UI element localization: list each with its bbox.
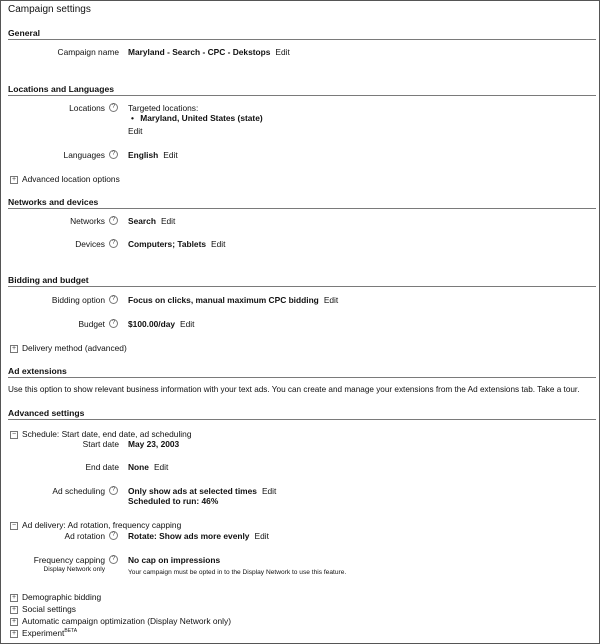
networks-edit-link[interactable]: Edit	[160, 216, 176, 226]
ad-rotation-help-icon[interactable]: ?	[109, 531, 118, 540]
campaign-name-value: Maryland - Search - CPC - Dekstops	[128, 47, 271, 57]
ad-scheduling-edit-link[interactable]: Edit	[261, 486, 277, 496]
delivery-method-label: Delivery method (advanced)	[22, 343, 127, 353]
frequency-capping-value: No cap on impressions	[128, 555, 221, 565]
frequency-capping-note: Your campaign must be opted in to the Display Network to use this feature.	[128, 569, 347, 576]
expand-icon: +	[11, 617, 17, 625]
expand-icon: +	[11, 175, 17, 183]
locations-label: Locations	[69, 103, 105, 113]
bullet-icon: •	[131, 113, 134, 123]
bidding-row	[128, 295, 338, 305]
ad-rotation-row	[128, 531, 269, 541]
budget-label: Budget	[78, 319, 105, 329]
experiment-toggle[interactable]	[10, 628, 77, 638]
ad-extensions-description: Use this option to show relevant business information with your text ads. You can create and manage your extensions from the Ad extensions tab. Take a tour.	[8, 385, 580, 394]
start-date-label: Start date	[82, 439, 119, 449]
ad-delivery-toggle-label: Ad delivery: Ad rotation, frequency capping	[22, 520, 182, 530]
ad-rotation-value: Rotate: Show ads more evenly	[128, 531, 250, 541]
advanced-location-toggle[interactable]	[10, 174, 120, 184]
collapse-icon: −	[11, 430, 17, 438]
languages-edit-link[interactable]: Edit	[163, 150, 178, 160]
experiment-label: Experiment	[22, 628, 65, 638]
locations-help-icon[interactable]: ?	[109, 103, 118, 112]
campaign-name-row	[128, 47, 290, 57]
divider	[8, 95, 596, 96]
devices-row	[128, 239, 225, 249]
bidding-edit-link[interactable]: Edit	[323, 295, 339, 305]
divider	[8, 377, 596, 378]
languages-help-icon[interactable]: ?	[109, 150, 118, 159]
social-settings-toggle[interactable]	[10, 604, 76, 614]
ad-rotation-label: Ad rotation	[64, 531, 105, 541]
devices-help-icon[interactable]: ?	[109, 239, 118, 248]
expand-icon: +	[11, 344, 17, 352]
budget-row	[128, 319, 194, 329]
devices-label: Devices	[75, 239, 105, 249]
bidding-help-icon[interactable]: ?	[109, 295, 118, 304]
networks-help-icon[interactable]: ?	[109, 216, 118, 225]
budget-help-icon[interactable]: ?	[109, 319, 118, 328]
demographic-bidding-toggle[interactable]	[10, 592, 101, 602]
budget-edit-link[interactable]: Edit	[180, 319, 195, 329]
auto-optimization-toggle[interactable]	[10, 616, 231, 626]
collapse-icon: −	[11, 521, 17, 529]
budget-value: $100.00/day	[128, 319, 176, 329]
locations-edit-link[interactable]: Edit	[128, 126, 143, 136]
end-date-value: None	[128, 462, 149, 472]
auto-optimization-label: Automatic campaign optimization (Display Network only)	[22, 616, 231, 626]
section-networks-heading: Networks and devices	[8, 197, 99, 207]
targeted-locations-label: Targeted locations:	[128, 103, 199, 113]
ad-scheduling-label: Ad scheduling	[52, 486, 105, 496]
networks-label: Networks	[70, 216, 105, 226]
expand-icon: +	[11, 605, 17, 613]
end-date-label: End date	[85, 462, 119, 472]
section-locations-heading: Locations and Languages	[8, 84, 115, 94]
end-date-row	[128, 462, 168, 472]
demographic-bidding-label: Demographic bidding	[22, 592, 102, 602]
expand-icon: +	[11, 593, 17, 601]
ad-delivery-toggle[interactable]	[10, 520, 181, 530]
start-date-row	[128, 439, 179, 449]
languages-row	[128, 150, 178, 160]
ad-scheduling-help-icon[interactable]: ?	[109, 486, 118, 495]
targeted-location-value: Maryland, United States (state)	[140, 113, 263, 123]
campaign-name-label: Campaign name	[57, 47, 119, 57]
page-title: Campaign settings	[8, 4, 91, 15]
devices-value: Computers; Tablets	[128, 239, 207, 249]
social-settings-label: Social settings	[22, 604, 76, 614]
languages-label: Languages	[63, 150, 105, 160]
scheduled-to-run: Scheduled to run: 46%	[128, 496, 219, 506]
beta-badge: BETA	[64, 628, 78, 635]
end-date-edit-link[interactable]: Edit	[153, 462, 169, 472]
ad-rotation-edit-link[interactable]: Edit	[254, 531, 269, 541]
frequency-capping-row	[128, 555, 220, 565]
targeted-location-item	[131, 113, 263, 123]
networks-value: Search	[128, 216, 156, 226]
advanced-location-label: Advanced location options	[22, 174, 120, 184]
section-general-heading: General	[8, 28, 41, 38]
section-bidding-heading: Bidding and budget	[8, 275, 89, 285]
frequency-capping-help-icon[interactable]: ?	[109, 555, 118, 564]
frequency-capping-label: Frequency capping	[33, 555, 105, 565]
divider	[8, 208, 596, 209]
frequency-capping-sublabel: Display Network only	[43, 566, 105, 573]
start-date-value: May 23, 2003	[128, 439, 180, 449]
divider	[8, 39, 596, 40]
section-advanced-heading: Advanced settings	[8, 408, 85, 418]
languages-value: English	[128, 150, 159, 160]
bidding-option-label: Bidding option	[51, 295, 105, 305]
divider	[8, 286, 596, 287]
schedule-toggle[interactable]	[10, 429, 191, 439]
devices-edit-link[interactable]: Edit	[211, 239, 226, 249]
campaign-name-edit-link[interactable]: Edit	[275, 47, 290, 57]
section-ad-extensions-heading: Ad extensions	[8, 366, 67, 376]
ad-scheduling-value: Only show ads at selected times	[128, 486, 257, 496]
schedule-toggle-label: Schedule: Start date, end date, ad scheduling	[22, 429, 192, 439]
networks-row	[128, 216, 175, 226]
delivery-method-toggle[interactable]	[10, 343, 127, 353]
bidding-option-value: Focus on clicks, manual maximum CPC bidding	[128, 295, 319, 305]
expand-icon: +	[11, 629, 17, 637]
divider	[8, 419, 596, 420]
ad-scheduling-row	[128, 486, 276, 496]
